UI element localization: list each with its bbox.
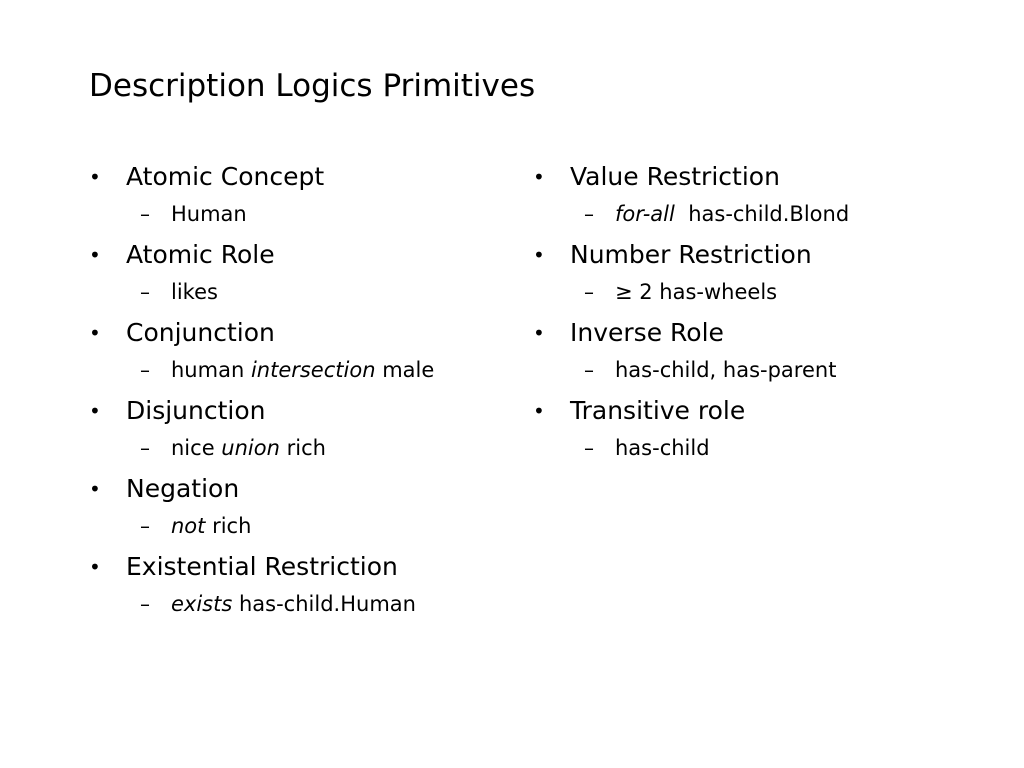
bullet-icon: • bbox=[533, 399, 545, 423]
example-post: likes bbox=[171, 280, 218, 304]
bullet-icon: • bbox=[89, 555, 101, 579]
bullet-icon: • bbox=[533, 243, 545, 267]
item-label: Atomic Role bbox=[126, 240, 275, 269]
item-label: Inverse Role bbox=[570, 318, 724, 347]
item-example bbox=[171, 278, 218, 306]
example-operator: exists bbox=[171, 592, 233, 616]
example-post: has-child, has-parent bbox=[615, 358, 837, 382]
item-example bbox=[615, 200, 849, 228]
bullet-icon: • bbox=[89, 165, 101, 189]
item-label: Atomic Concept bbox=[126, 162, 325, 191]
item-example bbox=[615, 278, 777, 306]
item-label: Value Restriction bbox=[570, 162, 780, 191]
example-post: Human bbox=[171, 202, 247, 226]
dash-icon: – bbox=[584, 436, 594, 460]
item-label: Negation bbox=[126, 474, 240, 503]
example-post: male bbox=[375, 358, 435, 382]
example-operator: intersection bbox=[250, 358, 376, 382]
example-pre: nice bbox=[171, 436, 222, 460]
example-pre: human bbox=[171, 358, 251, 382]
dash-icon: – bbox=[584, 202, 594, 226]
example-post: has-child bbox=[615, 436, 710, 460]
item-example bbox=[171, 200, 247, 228]
item-example bbox=[171, 434, 326, 462]
example-operator: for-all bbox=[615, 202, 675, 226]
bullet-icon: • bbox=[89, 321, 101, 345]
example-post: ≥ 2 has-wheels bbox=[615, 280, 778, 304]
dash-icon: – bbox=[140, 358, 150, 382]
dash-icon: – bbox=[584, 358, 594, 382]
bullet-icon: • bbox=[89, 477, 101, 501]
bullet-icon: • bbox=[89, 243, 101, 267]
item-label: Disjunction bbox=[126, 396, 266, 425]
slide-title: Description Logics Primitives bbox=[89, 68, 536, 104]
example-post: rich bbox=[279, 436, 326, 460]
example-post: has-child.Human bbox=[232, 592, 416, 616]
example-operator: not bbox=[171, 514, 206, 538]
item-label: Transitive role bbox=[570, 396, 746, 425]
dash-icon: – bbox=[140, 514, 150, 538]
bullet-icon: • bbox=[533, 321, 545, 345]
item-label: Number Restriction bbox=[570, 240, 812, 269]
dash-icon: – bbox=[584, 280, 594, 304]
item-label: Conjunction bbox=[126, 318, 275, 347]
item-example bbox=[171, 512, 251, 540]
item-example bbox=[171, 590, 416, 618]
dash-icon: – bbox=[140, 436, 150, 460]
item-example bbox=[615, 434, 710, 462]
dash-icon: – bbox=[140, 202, 150, 226]
example-operator: union bbox=[221, 436, 280, 460]
bullet-icon: • bbox=[533, 165, 545, 189]
dash-icon: – bbox=[140, 592, 150, 616]
dash-icon: – bbox=[140, 280, 150, 304]
bullet-icon: • bbox=[89, 399, 101, 423]
example-post: has-child.Blond bbox=[674, 202, 850, 226]
example-post: rich bbox=[205, 514, 252, 538]
item-example bbox=[615, 356, 836, 384]
item-label: Existential Restriction bbox=[126, 552, 398, 581]
item-example bbox=[171, 356, 434, 384]
